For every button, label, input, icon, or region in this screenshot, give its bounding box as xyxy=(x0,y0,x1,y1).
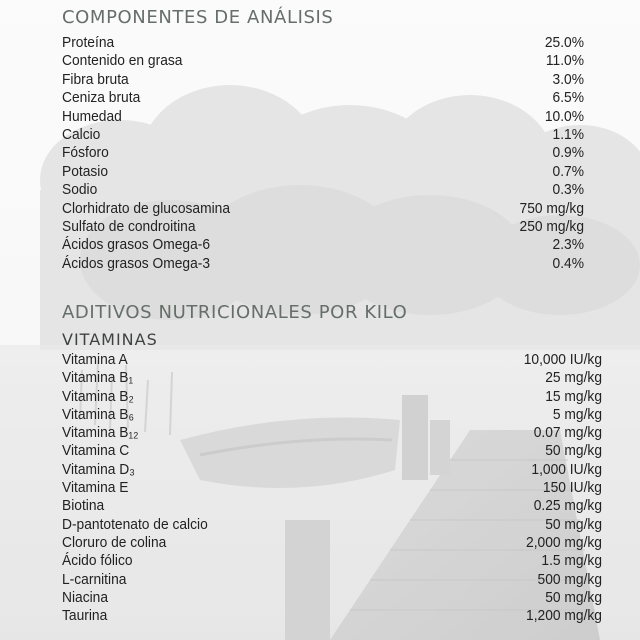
nutrient-row xyxy=(62,497,602,515)
nutrient-name: Vitamina A xyxy=(62,351,128,368)
nutrient-name: Vitamina B₁₂ xyxy=(62,424,139,442)
nutrient-value: 0.9% xyxy=(552,144,584,162)
nutrient-row xyxy=(62,351,602,369)
nutrient-name: Vitamina C xyxy=(62,442,130,460)
nutrient-name: Vitamina D₃ xyxy=(62,460,135,478)
vitamins-subtitle: VITAMINAS xyxy=(62,330,158,349)
nutrient-row xyxy=(62,424,602,442)
nutrient-row xyxy=(62,607,602,625)
nutrient-name: Biotina xyxy=(62,497,105,515)
nutrient-row xyxy=(62,369,602,387)
nutrient-row xyxy=(62,108,584,126)
nutrient-name: Vitamina B₁ xyxy=(62,369,134,387)
nutrient-name: D-pantotenato de calcio xyxy=(62,515,208,533)
nutrient-value: 150 IU/kg xyxy=(542,479,602,497)
nutrient-row xyxy=(62,442,602,460)
nutrient-name: Vitamina B₂ xyxy=(62,387,134,405)
nutrient-name: Ácido fólico xyxy=(62,552,133,570)
nutrient-name: Contenido en grasa xyxy=(62,52,183,70)
nutrient-value: 0.25 mg/kg xyxy=(533,497,602,515)
nutrient-value: 11.0% xyxy=(545,52,584,70)
nutrient-row xyxy=(62,255,584,273)
nutrient-name: Clorhidrato de glucosamina xyxy=(62,199,231,217)
nutrient-name: Taurina xyxy=(62,607,108,625)
nutrient-row xyxy=(62,534,602,552)
analysis-list xyxy=(62,34,584,273)
nutrient-name: Potasio xyxy=(62,162,109,180)
nutrient-row xyxy=(62,479,602,497)
nutrient-value: 25.0% xyxy=(544,34,584,51)
nutrient-value: 10,000 IU/kg xyxy=(523,351,602,368)
nutrient-value: 1.1% xyxy=(552,125,584,143)
analysis-section-title: COMPONENTES DE ANÁLISIS xyxy=(62,7,334,28)
nutrient-name: Cloruro de colina xyxy=(62,533,167,551)
nutrient-row xyxy=(62,589,602,607)
nutrient-name: Humedad xyxy=(62,107,122,125)
nutrient-value: 50 mg/kg xyxy=(545,442,602,460)
nutrient-name: Sodio xyxy=(62,181,98,199)
nutrient-row xyxy=(62,89,584,107)
nutrient-value: 250 mg/kg xyxy=(519,217,584,235)
nutrient-name: Ácidos grasos Omega-3 xyxy=(62,254,211,272)
nutrient-row xyxy=(62,388,602,406)
nutrient-name: Sulfato de condroitina xyxy=(62,217,196,235)
nutrient-name: Vitamina B₆ xyxy=(62,405,135,423)
nutrient-value: 750 mg/kg xyxy=(519,199,584,217)
nutrient-name: Vitamina E xyxy=(62,479,129,497)
nutrient-row xyxy=(62,516,602,534)
nutrient-row xyxy=(62,144,584,162)
nutrient-row xyxy=(62,218,584,236)
nutrient-name: Proteína xyxy=(62,34,115,51)
nutrient-row xyxy=(62,461,602,479)
nutrient-row xyxy=(62,71,584,89)
nutrient-name: Fibra bruta xyxy=(62,70,129,88)
nutrient-value: 5 mg/kg xyxy=(552,405,602,423)
nutrient-value: 2,000 mg/kg xyxy=(526,533,602,551)
nutrient-row xyxy=(62,34,584,52)
nutrient-row xyxy=(62,163,584,181)
nutrient-value: 15 mg/kg xyxy=(545,387,602,405)
nutrient-value: 6.5% xyxy=(552,89,584,107)
vitamins-list xyxy=(62,351,602,625)
nutrient-row xyxy=(62,126,584,144)
nutrient-value: 0.7% xyxy=(552,162,584,180)
nutrient-name: Niacina xyxy=(62,588,109,606)
nutrient-value: 0.3% xyxy=(552,181,584,199)
nutrient-row xyxy=(62,200,584,218)
nutrient-value: 0.4% xyxy=(552,254,584,272)
nutrient-name: Ácidos grasos Omega-6 xyxy=(62,236,211,254)
nutrient-row xyxy=(62,236,584,254)
nutrient-row xyxy=(62,552,602,570)
nutrient-value: 0.07 mg/kg xyxy=(533,424,602,442)
nutrient-value: 10.0% xyxy=(544,107,584,125)
nutrient-value: 500 mg/kg xyxy=(537,570,602,588)
nutrient-value: 50 mg/kg xyxy=(545,515,602,533)
additives-section-title: ADITIVOS NUTRICIONALES POR KILO xyxy=(62,302,408,323)
nutrient-row xyxy=(62,181,584,199)
nutrient-value: 1,000 IU/kg xyxy=(531,460,602,478)
nutrient-row xyxy=(62,52,584,70)
nutrient-name: Fósforo xyxy=(62,144,109,162)
nutrient-value: 25 mg/kg xyxy=(545,369,602,387)
nutrient-value: 1.5 mg/kg xyxy=(541,552,602,570)
nutrient-value: 50 mg/kg xyxy=(545,588,602,606)
nutrient-value: 1,200 mg/kg xyxy=(526,607,602,625)
nutrient-name: Ceniza bruta xyxy=(62,89,141,107)
nutrient-value: 2.3% xyxy=(552,236,584,254)
nutrient-value: 3.0% xyxy=(552,70,584,88)
nutrient-name: L-carnitina xyxy=(62,570,127,588)
nutrient-row xyxy=(62,571,602,589)
nutrient-row xyxy=(62,406,602,424)
nutrient-name: Calcio xyxy=(62,125,101,143)
